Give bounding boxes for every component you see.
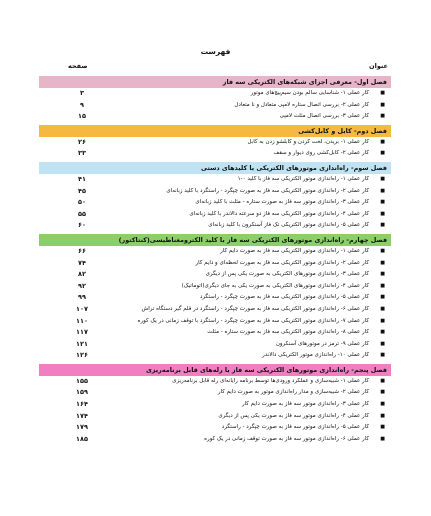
title-column-header: عنوان <box>369 62 388 70</box>
toc-entry[interactable] <box>39 137 391 149</box>
entry-title: کار عملی ۲- شبیه‌سازی و مدار راه‌اندازی موتور به صورت دایم کار <box>217 389 369 396</box>
entry-title: کار عملی ۵- راه‌اندازی موتور الکتریکی تک فاز آسنکرون با کلید زبانه‌ای <box>208 222 369 229</box>
square-bullet-icon: ■ <box>380 282 385 289</box>
square-bullet-icon: ■ <box>380 271 385 278</box>
square-bullet-icon: ■ <box>380 101 385 108</box>
toc-entry[interactable] <box>39 246 391 258</box>
square-bullet-icon: ■ <box>380 352 385 359</box>
entry-page-number: ۱۷۹ <box>76 423 88 432</box>
toc-entry[interactable] <box>39 376 391 388</box>
entry-page-number: ۲۶ <box>78 137 86 146</box>
square-bullet-icon: ■ <box>380 412 385 419</box>
toc-entry[interactable] <box>39 316 391 328</box>
square-bullet-icon: ■ <box>380 247 385 254</box>
toc-entry[interactable] <box>39 174 391 186</box>
entry-title: کار عملی ۱- شناسایی سالم بودن سیم‌پیچ‌های موتور <box>250 90 369 96</box>
entry-title: کار عملی ۱- بریدن، لخت کردن و کابلشو زدن به کابل <box>247 138 369 145</box>
toc-entry[interactable] <box>39 88 391 100</box>
toc-entry[interactable] <box>39 100 391 112</box>
entry-title: کار عملی ۴- راه‌اندازی موتورهای الکتریکی به صورت یکی به جای دیگری(اتوماتیک) <box>181 282 369 289</box>
square-bullet-icon: ■ <box>380 294 385 301</box>
square-bullet-icon: ■ <box>380 377 385 384</box>
toc-entry[interactable] <box>39 111 391 123</box>
toc-entry[interactable] <box>39 197 391 209</box>
toc-entry[interactable] <box>39 186 391 198</box>
entry-page-number: ۵۵ <box>78 209 86 218</box>
entry-title: کار عملی ۲- بررسی اتصال ستاره لامپی متعادل و نا متعادل <box>234 101 369 108</box>
square-bullet-icon: ■ <box>380 401 385 408</box>
entry-page-number: ۴۵ <box>78 186 86 195</box>
toc-entry[interactable] <box>39 399 391 411</box>
entry-title: کار عملی ۶- راه‌اندازی موتور الکتریکی سه فاز به صورت چپگرد - راستگرد در قلم گیر دستگاه تراش <box>141 305 369 312</box>
toc-list <box>39 74 391 445</box>
entry-title: کار عملی ۷- راه‌اندازی موتور الکتریکی سه فاز به صورت چپگرد - راستگرد با توقف زمانی در یک کوره <box>137 317 369 324</box>
entry-page-number: ۶۰ <box>78 221 86 230</box>
square-bullet-icon: ■ <box>380 222 385 229</box>
entry-page-number: ۴۱ <box>78 174 86 183</box>
toc-entry[interactable] <box>39 411 391 423</box>
entry-title: کار عملی ۲- راه‌اندازی موتور الکتریکی سه فاز به صورت لحظه‌ای و دایم کار <box>195 259 369 266</box>
square-bullet-icon: ■ <box>380 340 385 347</box>
entry-title: کار عملی ۶- راه‌اندازی موتور سه فاز به صورت توقف زمانی در یک کوره <box>204 435 369 442</box>
entry-page-number: ۹۲ <box>78 281 86 290</box>
entry-page-number: ۱۶۴ <box>76 400 88 409</box>
toc-entry[interactable] <box>39 258 391 270</box>
entry-title: کار عملی ۱۰- راه‌اندازی موتور الکتریکی دالاندر <box>262 352 369 359</box>
square-bullet-icon: ■ <box>380 305 385 312</box>
entry-page-number: ۱۰۷ <box>76 304 88 313</box>
toc-entry[interactable] <box>39 220 391 232</box>
entry-title: کار عملی ۵- راه‌اندازی موتور الکتریکی سه فاز به صورت چپگرد - راستگرد <box>199 294 369 301</box>
square-bullet-icon: ■ <box>380 199 385 206</box>
page-column-header: صفحه <box>68 62 88 70</box>
toc-entry[interactable] <box>39 269 391 281</box>
square-bullet-icon: ■ <box>380 150 385 157</box>
toc-entry[interactable] <box>39 304 391 316</box>
entry-title: کار عملی ۳- راه‌اندازی موتور سه فاز به صورت دایم کار <box>241 401 369 408</box>
square-bullet-icon: ■ <box>380 175 385 182</box>
entry-title: کار عملی ۴- راه‌اندازی موتور سه فاز به صورت یکی پس از دیگری <box>218 412 369 419</box>
entry-page-number: ۱۸۵ <box>76 434 88 443</box>
entry-title: کار عملی ۱- شبیه‌سازی و عملکرد ورودی‌ها توسط برنامه رایانه‌ای رله قابل برنامه‌ریزی <box>172 377 369 384</box>
chapter-heading[interactable]: فصل پنجم- راه‌اندازی موتورهای الکتریکی سه فاز با رله‌های قابل برنامه‌ریزی <box>39 364 391 376</box>
toc-entry[interactable] <box>39 350 391 362</box>
entry-title: کار عملی ۸- راه‌اندازی موتور الکتریکی سه فاز به صورت ستاره - مثلث <box>207 329 369 336</box>
entry-title: کار عملی ۵- راه‌اندازی موتور سه فاز به صورت چپگرد - راستگرد <box>221 424 369 431</box>
toc-entry[interactable] <box>39 327 391 339</box>
entry-title: کار عملی ۱- راه‌اندازی موتور الکتریکی سه فاز به صورت دایم کار <box>220 247 369 254</box>
entry-page-number: ۳۳ <box>78 149 86 158</box>
entry-page-number: ۱۵۵ <box>76 376 88 385</box>
entry-page-number: ۱۱۷ <box>76 328 88 337</box>
entry-title: کار عملی ۴- راه‌اندازی موتور الکتریکی سه فاز دو سرعته دالاندر با کلید زبانه‌ای <box>189 210 369 217</box>
entry-page-number: ۱۲۶ <box>76 351 88 360</box>
entry-page-number: ۱۵ <box>78 112 86 121</box>
entry-page-number: ۹۹ <box>78 293 86 302</box>
entry-page-number: ۵۰ <box>78 198 86 207</box>
entry-title: کار عملی ۳- راه‌اندازی موتور سه فاز به صورت ستاره - مثلث با کلید زبانه‌ای <box>195 199 369 206</box>
entry-title: کار عملی ۱- راه‌اندازی موتور الکتریکی سه فاز با کلید ۰-۱ <box>237 175 369 182</box>
entry-title: کار عملی ۳- بررسی اتصال مثلث لامپی <box>279 113 369 120</box>
toc-entry[interactable] <box>39 209 391 221</box>
toc-entry[interactable] <box>39 387 391 399</box>
square-bullet-icon: ■ <box>380 435 385 442</box>
square-bullet-icon: ■ <box>380 210 385 217</box>
entry-page-number: ۷۴ <box>78 258 86 267</box>
square-bullet-icon: ■ <box>380 113 385 120</box>
square-bullet-icon: ■ <box>380 317 385 324</box>
square-bullet-icon: ■ <box>380 329 385 336</box>
entry-page-number: ۹ <box>80 100 84 109</box>
square-bullet-icon: ■ <box>380 138 385 145</box>
entry-page-number: ۱۷۴ <box>76 411 88 420</box>
chapter-heading[interactable]: فصل دوم- کابل و کابل‌کشی <box>39 125 391 137</box>
entry-page-number: ۸۲ <box>78 270 86 279</box>
toc-entry[interactable] <box>39 281 391 293</box>
entry-page-number: ۳ <box>80 89 84 97</box>
entry-page-number: ۱۱۰ <box>76 316 88 325</box>
square-bullet-icon: ■ <box>380 424 385 431</box>
square-bullet-icon: ■ <box>380 90 385 96</box>
entry-title: کار عملی ۹- ترمز در موتورهای آسنکرون <box>275 340 369 347</box>
entry-page-number: ۱۵۹ <box>76 388 88 397</box>
chapter-heading[interactable]: فصل چهارم- راه‌اندازی موتورهای الکتریکی سه فاز با کلید الکترومغناطیسی(کنتاکتور) <box>39 234 391 246</box>
square-bullet-icon: ■ <box>380 187 385 194</box>
toc-entry[interactable] <box>39 434 391 446</box>
page-title: فهرست <box>200 47 231 56</box>
entry-title: کار عملی ۲- کابل‌کشی روی دیوار و سقف <box>273 150 369 157</box>
toc-entry[interactable] <box>39 292 391 304</box>
entry-title: کار عملی ۲- راه‌اندازی موتور الکتریکی سه فاز به صورت چپگرد - راستگرد با کلید زبانه‌ای <box>166 187 369 194</box>
square-bullet-icon: ■ <box>380 259 385 266</box>
chapter-heading[interactable]: فصل اول- معرفی اجزای شبکه‌های الکتریکی سه فاز <box>39 76 391 88</box>
square-bullet-icon: ■ <box>380 389 385 396</box>
entry-title: کار عملی ۳- راه‌اندازی موتورهای الکتریکی به صورت یکی پس از دیگری <box>205 271 369 278</box>
toc-entry[interactable] <box>39 339 391 351</box>
toc-entry[interactable] <box>39 148 391 160</box>
toc-entry[interactable] <box>39 422 391 434</box>
chapter-heading[interactable]: فصل سوم- راه‌اندازی موتورهای الکتریکی با کلیدهای دستی <box>39 162 391 174</box>
entry-page-number: ۶۶ <box>78 246 86 255</box>
entry-page-number: ۱۲۱ <box>76 339 88 348</box>
